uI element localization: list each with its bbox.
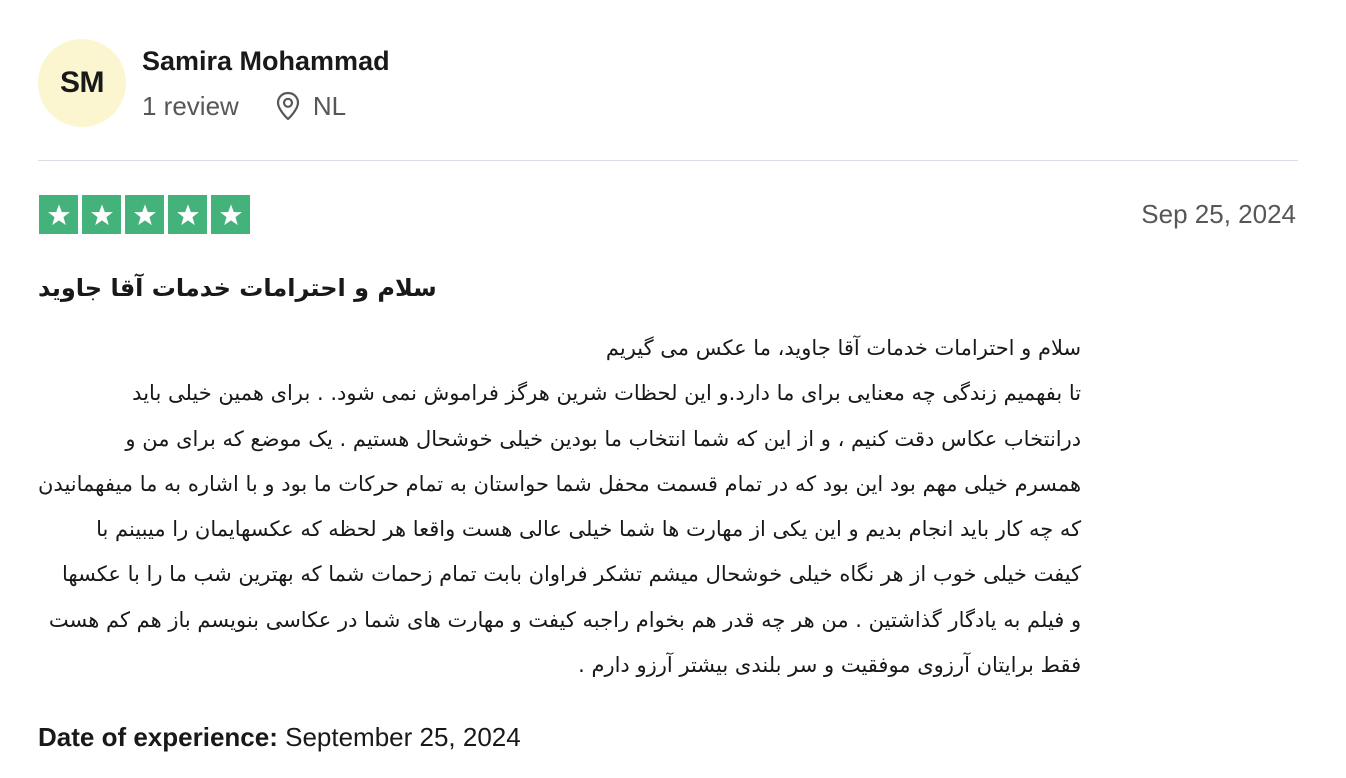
- review-title[interactable]: سلام و احترامات خدمات آقا جاوید: [38, 274, 437, 302]
- review-count: 1 review: [142, 90, 239, 121]
- review-body-line: و فیلم به یادگار گذاشتین . من هر چه قدر هم بخوام راجبه کیفت و مهارت های شما در عکاسی بنویسم باز هم کم هست: [48, 607, 1082, 632]
- review-body-line: فقط برایتان آرزوی موفقیت و سر بلندی بیشتر آرزو دارم .: [578, 653, 1082, 678]
- star-box: [211, 195, 250, 234]
- review-body-line: که چه کار باید انجام بدیم و این یکی از مهارت ها شما خیلی عالی هست واقعا هر لحظه که عکسهایمان را میبینم با: [96, 517, 1082, 542]
- reviewer-meta: [142, 89, 346, 123]
- star-icon: [132, 202, 158, 228]
- review-body-line: کیفت خیلی خوب از هر نگاه خیلی خوشحال میشم تشکر فراوان بابت تمام زحمات شما که بهترین شب ما را با عکسها: [61, 562, 1082, 587]
- review-body-line: سلام و احترامات خدمات آقا جاوید، ما عکس می گیریم: [605, 336, 1082, 360]
- reviewer-country: NL: [312, 90, 347, 121]
- review-body-line: درانتخاب عکاس دقت کنیم ، و از این که شما انتخاب ما بودین خیلی خوشحال هستیم . یک موضع که برای من و: [125, 426, 1082, 451]
- review-card: [38, 0, 1298, 778]
- experience-date: September 25, 2024: [285, 722, 521, 752]
- star-box: [168, 195, 207, 234]
- star-icon: [46, 202, 72, 228]
- avatar[interactable]: [38, 39, 126, 127]
- star-box: [125, 195, 164, 234]
- divider: [38, 160, 1298, 161]
- date-of-experience: [38, 720, 521, 754]
- experience-label: Date of experience:: [38, 722, 278, 752]
- star-icon: [89, 202, 115, 228]
- review-date: Sep 25, 2024: [1141, 199, 1296, 229]
- location-pin-icon: [275, 91, 301, 121]
- reviewer-name[interactable]: Samira Mohammad: [142, 46, 390, 76]
- review-body-line: همسرم خیلی مهم بود این بود که در تمام قسمت محفل شما حواستان به تمام حرکات ما بود و با اشاره به ما میفهمانیدن: [38, 471, 1082, 496]
- star-rating: [39, 195, 250, 234]
- review-body: [38, 326, 1081, 688]
- star-icon: [175, 202, 201, 228]
- avatar-initials: SM: [60, 66, 104, 99]
- star-box: [82, 195, 121, 234]
- review-body-line: تا بفهمیم زندگی چه معنایی برای ما دارد.و این لحظات شرین هرگز فراموش نمی شود. . برای همین خیلی باید: [132, 381, 1082, 406]
- reviewer-header: [38, 39, 1298, 129]
- star-box: [39, 195, 78, 234]
- star-icon: [218, 202, 244, 228]
